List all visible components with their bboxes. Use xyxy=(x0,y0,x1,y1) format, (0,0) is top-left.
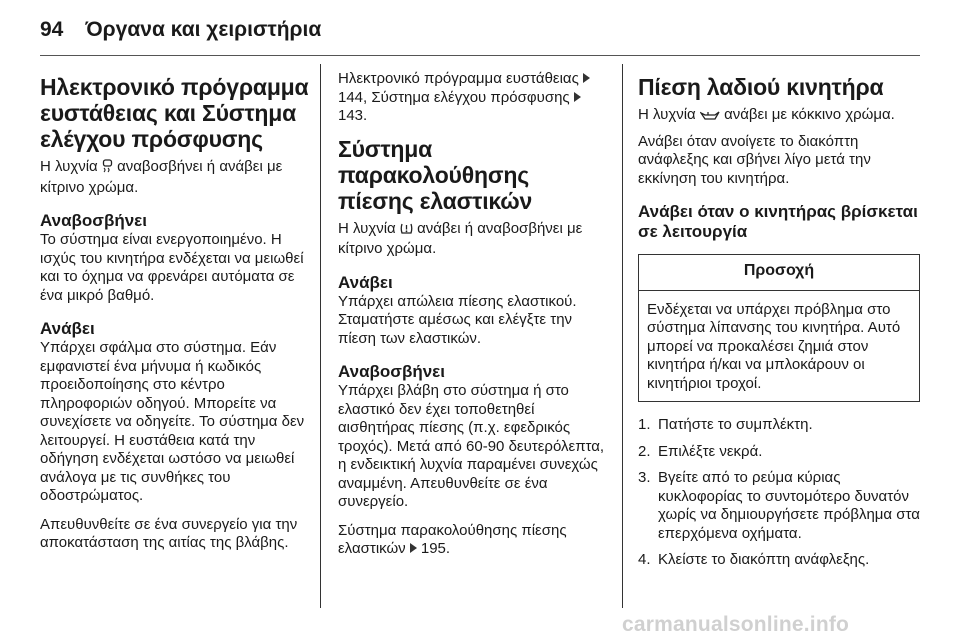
page-reference-arrow-icon xyxy=(574,92,581,102)
column-esp xyxy=(40,70,310,563)
subheading-flashing: Αναβοσβήνει xyxy=(40,211,147,230)
esp-car-skid-icon xyxy=(102,159,113,179)
step-item xyxy=(638,443,920,462)
column-tpms xyxy=(338,70,606,569)
column-divider xyxy=(622,64,623,608)
step-number: 2. xyxy=(638,442,651,460)
step-text: Επιλέξτε νεκρά. xyxy=(658,442,763,460)
tire-pressure-icon xyxy=(400,222,413,241)
subheading-flashing: Αναβοσβήνει xyxy=(338,362,445,381)
tpms-reference: Σύστημα παρακολούθησης πίεσης ελαστικών 195. xyxy=(338,521,567,557)
oil-description: Ανάβει όταν ανοίγετε το διακόπτη ανάφλεξης και σβήνει λίγο μετά την εκκίνηση του κινητήρα. xyxy=(638,132,871,187)
section-heading-esp: Ηλεκτρονικό πρόγραμμα ευστάθειας και Σύστημα ελέγχου πρόσφυσης xyxy=(40,74,309,152)
tpms-intro: Η λυχνία ανάβει ή αναβοσβήνει με κίτρινο χρώμα. xyxy=(338,219,583,257)
steps-list xyxy=(638,416,920,570)
chapter-title: Όργανα και χειριστήρια xyxy=(85,18,322,41)
watermark: carmanualsonline.info xyxy=(622,613,850,636)
caution-box xyxy=(638,254,920,402)
column-oil-pressure xyxy=(638,70,920,578)
step-number: 1. xyxy=(638,416,651,433)
oil-can-icon xyxy=(700,108,720,127)
page-number: 94 xyxy=(40,18,64,41)
step-text: Πατήστε το συμπλέκτη. xyxy=(658,416,813,433)
step-number: 3. xyxy=(638,469,651,486)
subheading-engine-running: Ανάβει όταν ο κινητήρας βρίσκεται σε λειτουργία xyxy=(638,202,918,241)
step-text: Κλείστε το διακόπτη ανάφλεξης. xyxy=(658,551,870,568)
page-reference-arrow-icon xyxy=(583,73,590,83)
step-item xyxy=(638,469,920,543)
section-heading-tpms: Σύστημα παρακολούθησης πίεσης ελαστικών xyxy=(338,135,533,214)
page-reference-arrow-icon xyxy=(410,543,417,553)
caution-title: Προσοχή xyxy=(639,255,919,291)
subheading-illuminated: Ανάβει xyxy=(338,272,393,292)
column-divider xyxy=(320,64,321,608)
step-item xyxy=(638,551,920,570)
page-header xyxy=(40,10,321,50)
tpms-flashing-text: Υπάρχει βλάβη στο σύστημα ή στο ελαστικό δεν έχει τοποθετηθεί αισθητήρας πίεσης (π.χ. εφεδρικός τροχός). Μετά από 60-90 δευτερόλεπτα, η ενδεικτική λυχνία παραμένει συνεχώς αναμμένη. Απευθυνθείτε σε ένα συνεργείο. xyxy=(338,382,605,510)
subheading-illuminated: Ανάβει xyxy=(40,319,95,338)
step-item xyxy=(638,416,920,435)
esp-flashing-text: Το σύστημα είναι ενεργοποιημένο. Η ισχύς του κινητήρα ενδέχεται να μειωθεί και το όχημα να φρενάρει αυτόματα σε ένα μικρό βαθμό. xyxy=(40,231,304,304)
step-number: 4. xyxy=(638,551,651,568)
esp-illuminated-text: Υπάρχει σφάλμα στο σύστημα. Εάν εμφανιστεί ένα μήνυμα ή κωδικός προειδοποίησης στο κέντρο πληροφοριών οδηγού. Μπορείτε να συνεχίσετε να οδηγείτε. Το σύστημα δεν λειτουργεί. Η ευστάθεια κατά την οδήγηση ενδέχεται ωστόσο να μειωθεί ανάλογα με τις συνθήκες του οδοστρώματος. xyxy=(40,339,305,504)
tpms-illuminated-text: Υπάρχει απώλεια πίεσης ελαστικού. Σταματήστε αμέσως και ελέγξτε την πίεση των ελαστικών. xyxy=(338,292,577,347)
section-heading-oil: Πίεση λαδιού κινητήρα xyxy=(638,74,884,100)
esp-intro: Η λυχνία αναβοσβήνει ή ανάβει με κίτρινο χρώμα. xyxy=(40,158,283,196)
oil-intro: Η λυχνία ανάβει με κόκκινο χρώμα. xyxy=(638,106,920,127)
step-text: Βγείτε από το ρεύμα κύριας κυκλοφορίας το συντομότερο δυνατόν χωρίς να δημιουργήσετε πρόβλημα στα επερχόμενα οχήματα. xyxy=(658,469,920,542)
header-rule xyxy=(40,55,920,56)
caution-text: Ενδέχεται να υπάρχει πρόβλημα στο σύστημα λίπανσης του κινητήρα. Αυτό μπορεί να προκαλέσει ζημιά στον κινητήρα ή/και να μπλοκάρουν οι κινητήριοι τροχοί. xyxy=(647,300,901,392)
cross-reference: Ηλεκτρονικό πρόγραμμα ευστάθειας 144, Σύστημα ελέγχου πρόσφυσης 143. xyxy=(338,70,606,126)
esp-workshop-text: Απευθυνθείτε σε ένα συνεργείο για την αποκατάσταση της αιτίας της βλάβης. xyxy=(40,515,298,551)
